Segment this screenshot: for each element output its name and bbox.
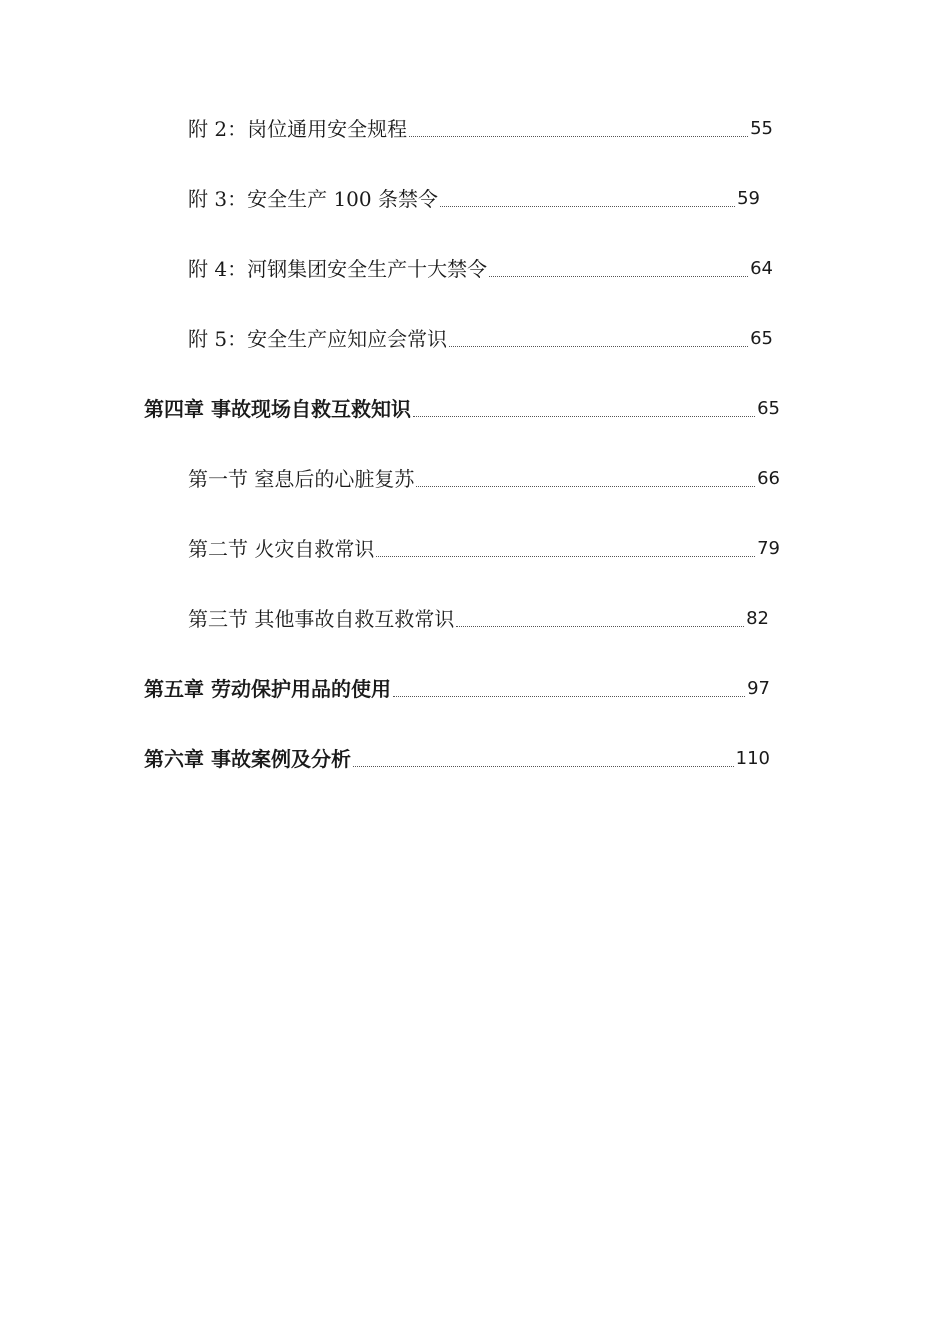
toc-entry-appendix-4[interactable] — [188, 251, 773, 281]
toc-entry-appendix-3[interactable] — [188, 181, 760, 211]
toc-dot-leader — [353, 766, 734, 767]
toc-entry-section-1[interactable] — [188, 461, 780, 491]
toc-entry-title: 第一节 窒息后的心脏复苏 — [188, 467, 415, 491]
toc-entry-appendix-5[interactable] — [188, 321, 773, 351]
toc-entry-page-number: 110 — [735, 748, 770, 769]
toc-entry-appendix-2[interactable] — [188, 111, 773, 141]
toc-entry-page-number: 66 — [757, 468, 780, 489]
toc-entry-page-number: 55 — [750, 118, 773, 139]
toc-entry-page-number: 64 — [750, 258, 773, 279]
toc-dot-leader — [456, 626, 744, 627]
toc-entry-title: 附 4：河钢集团安全生产十大禁令 — [188, 257, 488, 281]
toc-entry-title: 第三节 其他事故自救互救常识 — [188, 607, 455, 631]
toc-entry-title: 附 2：岗位通用安全规程 — [188, 117, 408, 141]
toc-dot-leader — [376, 556, 755, 557]
toc-entry-title: 第四章 事故现场自救互救知识 — [144, 397, 411, 421]
toc-entry-title: 附 3：安全生产 100 条禁令 — [188, 187, 438, 211]
toc-dot-leader — [393, 696, 745, 697]
toc-dot-leader — [449, 346, 748, 347]
toc-dot-leader — [440, 206, 735, 207]
toc-entry-title: 第二节 火灾自救常识 — [188, 537, 375, 561]
toc-entry-chapter-6[interactable] — [144, 741, 770, 771]
toc-entry-title: 第六章 事故案例及分析 — [144, 747, 351, 771]
toc-dot-leader — [489, 276, 748, 277]
toc-entry-page-number: 65 — [750, 328, 773, 349]
toc-entry-title: 附 5：安全生产应知应会常识 — [188, 327, 448, 351]
toc-entry-chapter-4[interactable] — [144, 391, 780, 421]
toc-entry-section-2[interactable] — [188, 531, 780, 561]
toc-entry-page-number: 79 — [757, 538, 780, 559]
toc-entry-page-number: 97 — [747, 678, 770, 699]
toc-dot-leader — [416, 486, 755, 487]
toc-entry-title: 第五章 劳动保护用品的使用 — [144, 677, 391, 701]
toc-entry-page-number: 82 — [746, 608, 769, 629]
toc-entry-page-number: 65 — [757, 398, 780, 419]
toc-entry-section-3[interactable] — [188, 601, 769, 631]
toc-entry-page-number: 59 — [737, 188, 760, 209]
toc-dot-leader — [409, 136, 748, 137]
toc-entry-chapter-5[interactable] — [144, 671, 770, 701]
toc-dot-leader — [413, 416, 755, 417]
